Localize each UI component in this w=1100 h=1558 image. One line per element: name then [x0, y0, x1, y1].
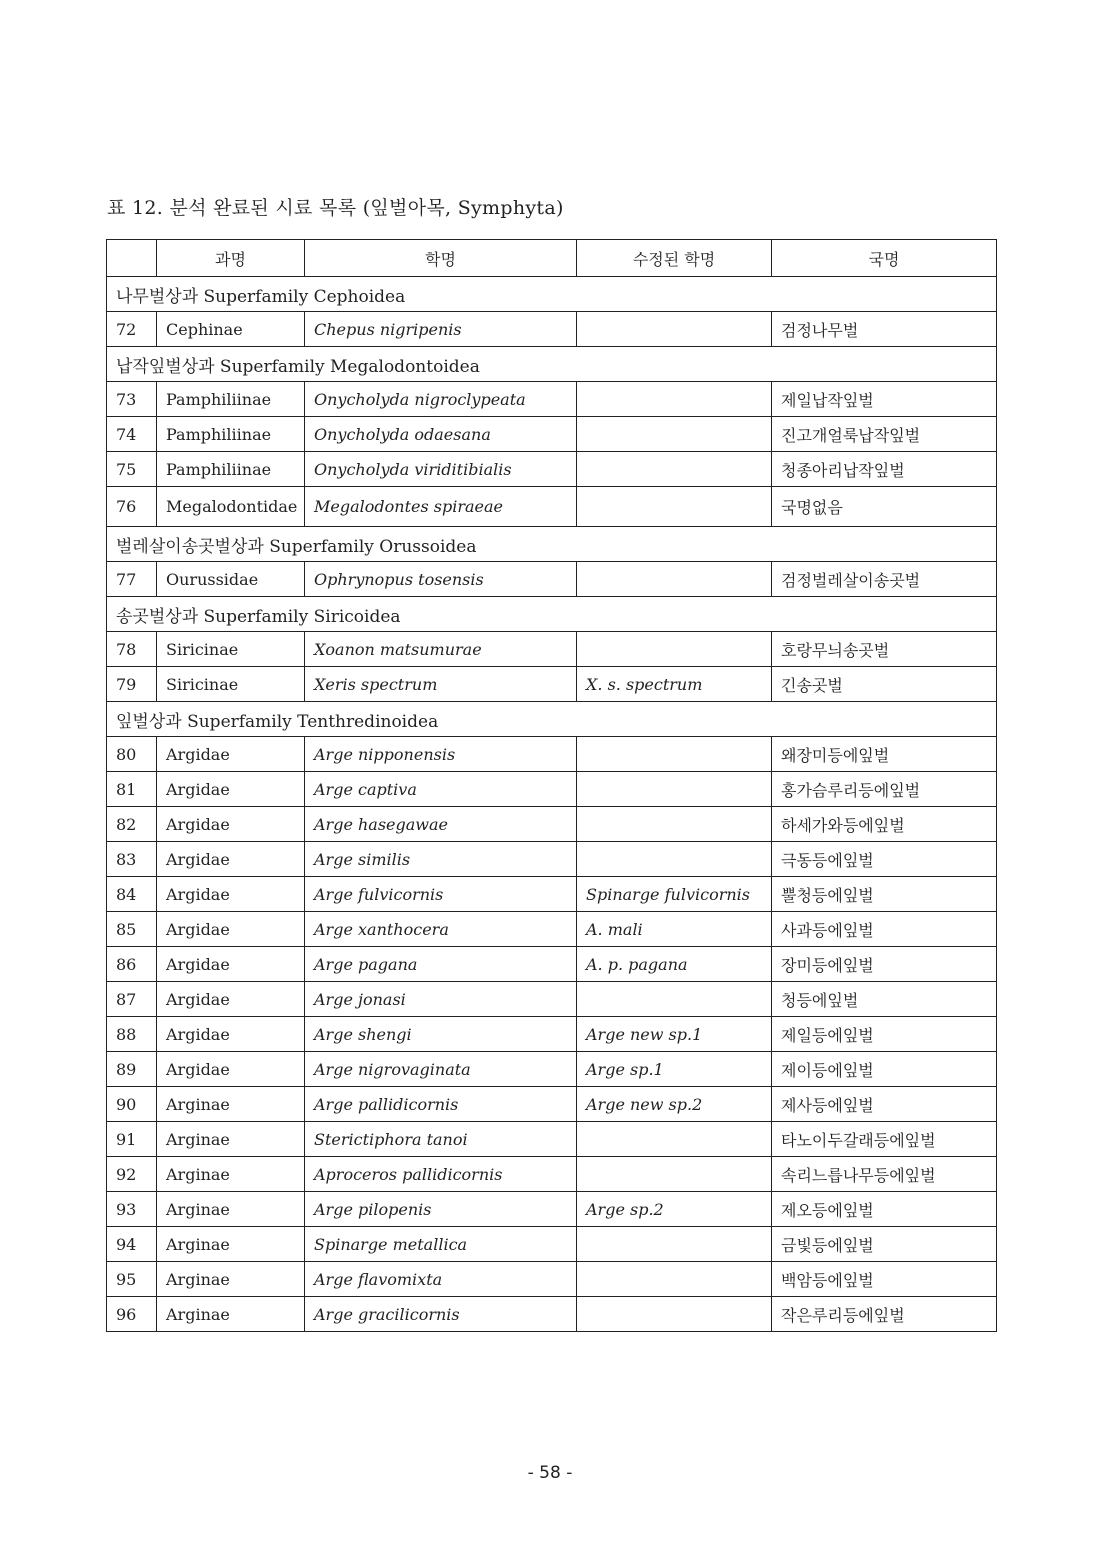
header-revised-name: 수정된 학명: [577, 240, 772, 277]
korean-name-cell: 제일납작잎벌: [772, 382, 997, 417]
scientific-name-cell: Onycholyda odaesana: [305, 417, 577, 452]
header-family: 과명: [157, 240, 305, 277]
header-number: [107, 240, 157, 277]
row-number: 81: [107, 772, 157, 807]
scientific-name-cell: Arge jonasi: [305, 982, 577, 1017]
row-number: 80: [107, 737, 157, 772]
scientific-name-cell: Arge flavomixta: [305, 1262, 577, 1297]
table-row: [107, 982, 997, 1017]
revised-name-cell: [577, 772, 772, 807]
scientific-name-cell: Arge pallidicornis: [305, 1087, 577, 1122]
table-row: [107, 562, 997, 597]
table-row: [107, 737, 997, 772]
family-cell: Megalodontidae: [157, 487, 305, 527]
family-cell: Argidae: [157, 842, 305, 877]
korean-name-cell: 극동등에잎벌: [772, 842, 997, 877]
revised-name-cell: Arge sp.1: [577, 1052, 772, 1087]
family-cell: Arginae: [157, 1192, 305, 1227]
table-body: [107, 277, 997, 1332]
family-cell: Argidae: [157, 737, 305, 772]
family-cell: Argidae: [157, 947, 305, 982]
family-cell: Cephinae: [157, 312, 305, 347]
korean-name-cell: 장미등에잎벌: [772, 947, 997, 982]
korean-name-cell: 뿔청등에잎벌: [772, 877, 997, 912]
row-number: 86: [107, 947, 157, 982]
table-row: [107, 487, 997, 527]
scientific-name-cell: Arge pilopenis: [305, 1192, 577, 1227]
row-number: 85: [107, 912, 157, 947]
korean-name-cell: 검정벌레살이송곳벌: [772, 562, 997, 597]
scientific-name-cell: Arge gracilicornis: [305, 1297, 577, 1332]
row-number: 92: [107, 1157, 157, 1192]
family-cell: Arginae: [157, 1227, 305, 1262]
scientific-name-cell: Xoanon matsumurae: [305, 632, 577, 667]
row-number: 75: [107, 452, 157, 487]
revised-name-cell: [577, 1297, 772, 1332]
korean-name-cell: 제이등에잎벌: [772, 1052, 997, 1087]
revised-name-cell: Arge new sp.1: [577, 1017, 772, 1052]
scientific-name-cell: Arge fulvicornis: [305, 877, 577, 912]
revised-name-cell: [577, 982, 772, 1017]
revised-name-cell: [577, 632, 772, 667]
table-row: [107, 947, 997, 982]
scientific-name-cell: Arge hasegawae: [305, 807, 577, 842]
table-row: [107, 1052, 997, 1087]
row-number: 91: [107, 1122, 157, 1157]
family-cell: Argidae: [157, 1017, 305, 1052]
korean-name-cell: 하세가와등에잎벌: [772, 807, 997, 842]
family-cell: Argidae: [157, 1052, 305, 1087]
korean-name-cell: 제사등에잎벌: [772, 1087, 997, 1122]
korean-name-cell: 진고개얼룩납작잎벌: [772, 417, 997, 452]
table-row: [107, 417, 997, 452]
family-cell: Arginae: [157, 1087, 305, 1122]
scientific-name-cell: Aproceros pallidicornis: [305, 1157, 577, 1192]
superfamily-label: 벌레살이송곳벌상과 Superfamily Orussoidea: [107, 527, 997, 562]
revised-name-cell: Spinarge fulvicornis: [577, 877, 772, 912]
family-cell: Arginae: [157, 1122, 305, 1157]
superfamily-label: 나무벌상과 Superfamily Cephoidea: [107, 277, 997, 312]
korean-name-cell: 홍가슴루리등에잎벌: [772, 772, 997, 807]
table-row: [107, 1157, 997, 1192]
revised-name-cell: [577, 1157, 772, 1192]
table-row: [107, 1262, 997, 1297]
korean-name-cell: 청종아리납작잎벌: [772, 452, 997, 487]
korean-name-cell: 백암등에잎벌: [772, 1262, 997, 1297]
row-number: 72: [107, 312, 157, 347]
table-row: [107, 772, 997, 807]
table-row: [107, 807, 997, 842]
row-number: 90: [107, 1087, 157, 1122]
scientific-name-cell: Sterictiphora tanoi: [305, 1122, 577, 1157]
superfamily-label: 송곳벌상과 Superfamily Siricoidea: [107, 597, 997, 632]
korean-name-cell: 제일등에잎벌: [772, 1017, 997, 1052]
table-row: [107, 912, 997, 947]
revised-name-cell: [577, 562, 772, 597]
scientific-name-cell: Arge nigrovaginata: [305, 1052, 577, 1087]
family-cell: Argidae: [157, 772, 305, 807]
table-header: [107, 240, 997, 277]
row-number: 89: [107, 1052, 157, 1087]
revised-name-cell: [577, 382, 772, 417]
korean-name-cell: 타노이두갈래등에잎벌: [772, 1122, 997, 1157]
row-number: 96: [107, 1297, 157, 1332]
revised-name-cell: [577, 807, 772, 842]
family-cell: Pamphiliinae: [157, 382, 305, 417]
scientific-name-cell: Spinarge metallica: [305, 1227, 577, 1262]
family-cell: Argidae: [157, 877, 305, 912]
family-cell: Siricinae: [157, 632, 305, 667]
revised-name-cell: A. p. pagana: [577, 947, 772, 982]
scientific-name-cell: Arge pagana: [305, 947, 577, 982]
korean-name-cell: 국명없음: [772, 487, 997, 527]
korean-name-cell: 제오등에잎벌: [772, 1192, 997, 1227]
row-number: 74: [107, 417, 157, 452]
row-number: 83: [107, 842, 157, 877]
row-number: 88: [107, 1017, 157, 1052]
family-cell: Pamphiliinae: [157, 417, 305, 452]
scientific-name-cell: Onycholyda viriditibialis: [305, 452, 577, 487]
table-row: [107, 382, 997, 417]
scientific-name-cell: Xeris spectrum: [305, 667, 577, 702]
scientific-name-cell: Chepus nigripenis: [305, 312, 577, 347]
revised-name-cell: [577, 312, 772, 347]
superfamily-row: [107, 702, 997, 737]
scientific-name-cell: Arge xanthocera: [305, 912, 577, 947]
row-number: 76: [107, 487, 157, 527]
row-number: 93: [107, 1192, 157, 1227]
row-number: 94: [107, 1227, 157, 1262]
row-number: 77: [107, 562, 157, 597]
table-row: [107, 452, 997, 487]
revised-name-cell: [577, 1262, 772, 1297]
header-scientific-name: 학명: [305, 240, 577, 277]
superfamily-row: [107, 277, 997, 312]
revised-name-cell: [577, 842, 772, 877]
family-cell: Siricinae: [157, 667, 305, 702]
table-row: [107, 1192, 997, 1227]
family-cell: Arginae: [157, 1297, 305, 1332]
superfamily-row: [107, 347, 997, 382]
table-row: [107, 1122, 997, 1157]
table-row: [107, 877, 997, 912]
korean-name-cell: 검정나무벌: [772, 312, 997, 347]
header-row: [107, 240, 997, 277]
revised-name-cell: [577, 1227, 772, 1262]
table-row: [107, 842, 997, 877]
table-caption: 표 12. 분석 완료된 시료 목록 (잎벌아목, Symphyta): [107, 197, 564, 219]
korean-name-cell: 왜장미등에잎벌: [772, 737, 997, 772]
korean-name-cell: 청등에잎벌: [772, 982, 997, 1017]
superfamily-row: [107, 597, 997, 632]
scientific-name-cell: Ophrynopus tosensis: [305, 562, 577, 597]
korean-name-cell: 작은루리등에잎벌: [772, 1297, 997, 1332]
superfamily-label: 잎벌상과 Superfamily Tenthredinoidea: [107, 702, 997, 737]
korean-name-cell: 호랑무늬송곳벌: [772, 632, 997, 667]
revised-name-cell: [577, 452, 772, 487]
superfamily-row: [107, 527, 997, 562]
row-number: 87: [107, 982, 157, 1017]
family-cell: Ourussidae: [157, 562, 305, 597]
table-row: [107, 312, 997, 347]
korean-name-cell: 긴송곳벌: [772, 667, 997, 702]
revised-name-cell: X. s. spectrum: [577, 667, 772, 702]
table-row: [107, 667, 997, 702]
revised-name-cell: [577, 737, 772, 772]
table-row: [107, 1017, 997, 1052]
page-number: - 58 -: [527, 1463, 573, 1483]
scientific-name-cell: Megalodontes spiraeae: [305, 487, 577, 527]
revised-name-cell: [577, 487, 772, 527]
scientific-name-cell: Arge captiva: [305, 772, 577, 807]
row-number: 73: [107, 382, 157, 417]
revised-name-cell: Arge new sp.2: [577, 1087, 772, 1122]
revised-name-cell: A. mali: [577, 912, 772, 947]
row-number: 78: [107, 632, 157, 667]
table-row: [107, 1087, 997, 1122]
family-cell: Arginae: [157, 1262, 305, 1297]
table-row: [107, 1227, 997, 1262]
revised-name-cell: [577, 417, 772, 452]
specimen-table: [106, 239, 997, 1332]
scientific-name-cell: Arge nipponensis: [305, 737, 577, 772]
family-cell: Pamphiliinae: [157, 452, 305, 487]
scientific-name-cell: Arge shengi: [305, 1017, 577, 1052]
row-number: 79: [107, 667, 157, 702]
scientific-name-cell: Arge similis: [305, 842, 577, 877]
korean-name-cell: 사과등에잎벌: [772, 912, 997, 947]
family-cell: Argidae: [157, 982, 305, 1017]
row-number: 84: [107, 877, 157, 912]
korean-name-cell: 금빛등에잎벌: [772, 1227, 997, 1262]
revised-name-cell: Arge sp.2: [577, 1192, 772, 1227]
header-korean-name: 국명: [772, 240, 997, 277]
superfamily-label: 납작잎벌상과 Superfamily Megalodontoidea: [107, 347, 997, 382]
revised-name-cell: [577, 1122, 772, 1157]
family-cell: Argidae: [157, 807, 305, 842]
row-number: 82: [107, 807, 157, 842]
table-row: [107, 632, 997, 667]
table-row: [107, 1297, 997, 1332]
scientific-name-cell: Onycholyda nigroclypeata: [305, 382, 577, 417]
korean-name-cell: 속리느릅나무등에잎벌: [772, 1157, 997, 1192]
row-number: 95: [107, 1262, 157, 1297]
family-cell: Argidae: [157, 912, 305, 947]
family-cell: Arginae: [157, 1157, 305, 1192]
